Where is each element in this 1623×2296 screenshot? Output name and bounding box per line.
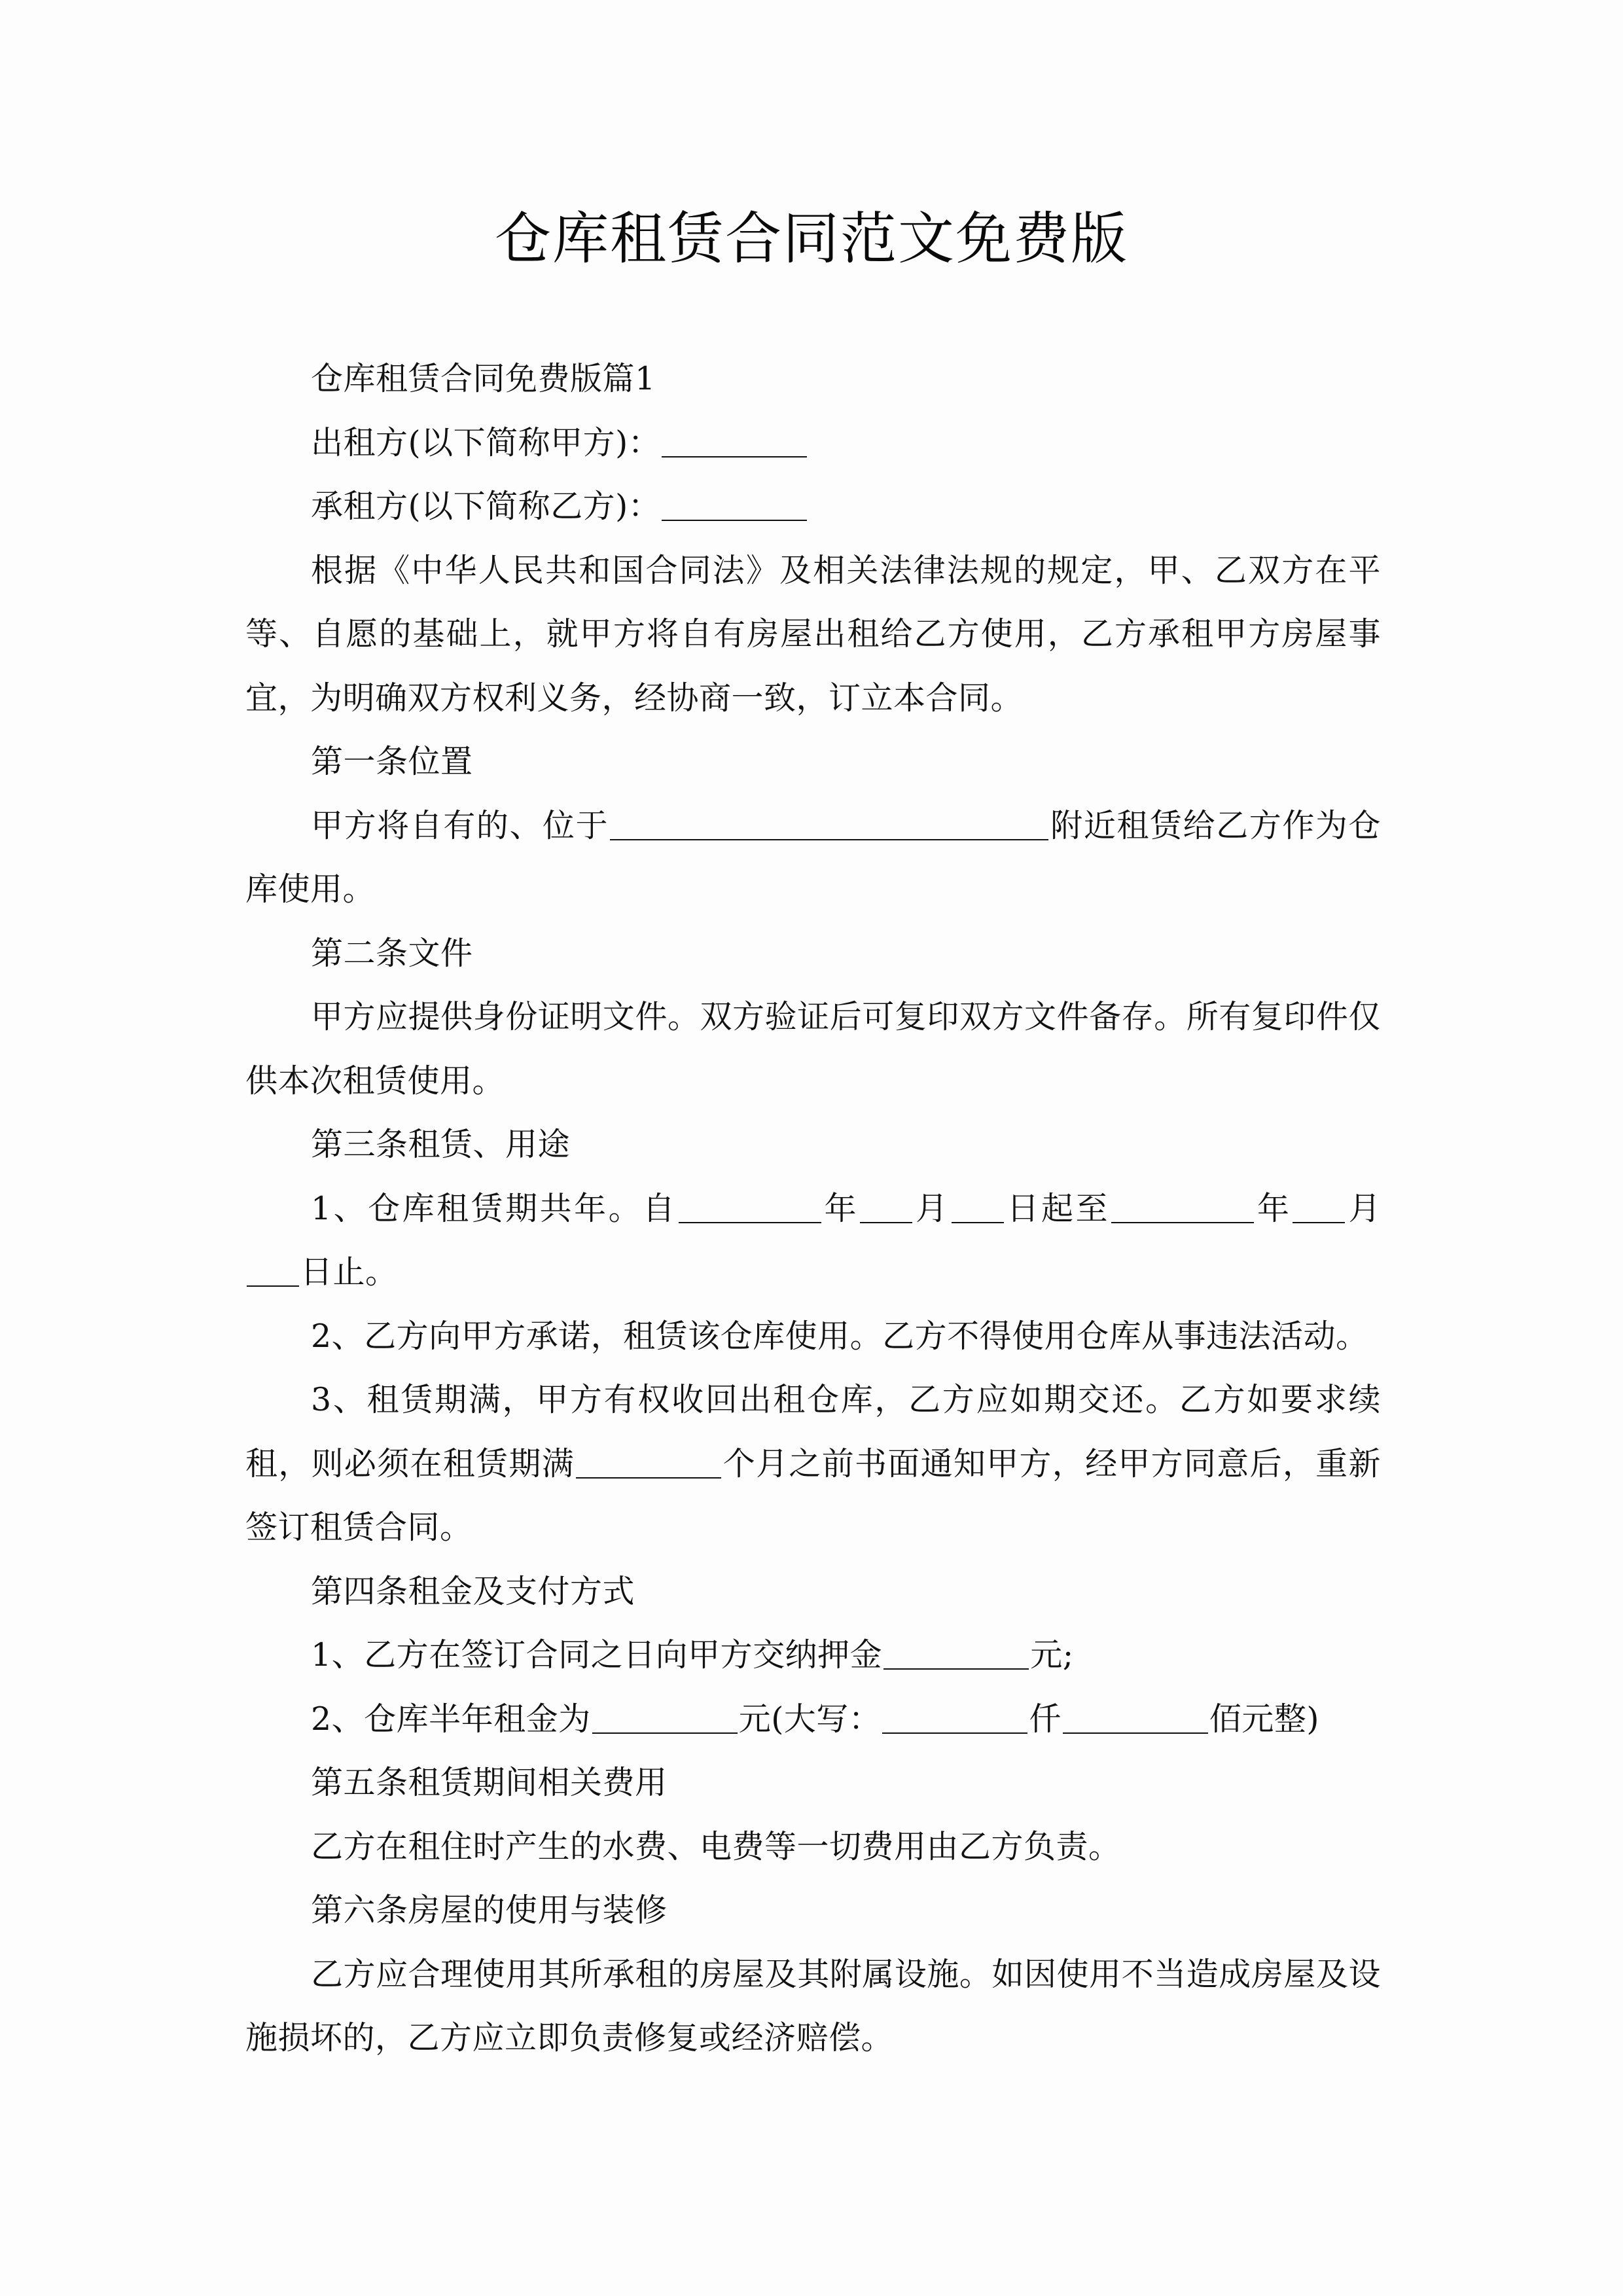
end-month-blank[interactable] (1293, 1221, 1345, 1223)
location-blank[interactable] (610, 838, 1048, 840)
article-4-item-1 (245, 1623, 1381, 1687)
renewal-text-after: 个月之前书面通知甲方，经甲方同意后，重新签订租赁合同。 (245, 1444, 1381, 1546)
hundreds-label: 佰元整) (1209, 1700, 1319, 1738)
party-b-label: 承租方(以下简称乙方)： (311, 488, 661, 525)
article-5-paragraph: 乙方在租住时产生的水费、电费等一切费用由乙方负责。 (311, 1827, 1121, 1865)
year-label: 年 (822, 1189, 859, 1227)
party-a-label: 出租方(以下简称甲方)： (311, 423, 661, 461)
rent-text: 2、仓库半年租金为 (311, 1700, 591, 1738)
year-label: 年 (1255, 1189, 1292, 1227)
start-month-blank[interactable] (860, 1221, 912, 1223)
party-a-line (245, 411, 1381, 475)
thousands-label: 仟 (1029, 1700, 1061, 1738)
article-1-heading: 第一条位置 (311, 743, 473, 780)
end-year-blank[interactable] (1111, 1221, 1254, 1223)
day-from-label: 日起至 (1005, 1189, 1110, 1227)
article-6-paragraph: 乙方应合理使用其所承租的房屋及其附属设施。如因使用不当造成房屋及设施损坏的，乙方应立即负责修复或经济赔偿。 (245, 1955, 1381, 2056)
deposit-unit: 元; (1030, 1636, 1074, 1674)
rent-thousands-blank[interactable] (882, 1732, 1027, 1734)
article-1-text-after: 附近租赁给乙方作为仓库使用。 (245, 806, 1381, 908)
article-1-paragraph (245, 794, 1381, 922)
deposit-text: 1、乙方在签订合同之日向甲方交纳押金 (311, 1636, 883, 1674)
rent-uppercase-label: 元(大写： (738, 1700, 882, 1738)
article-3-item-2: 2、乙方向甲方承诺，租赁该仓库使用。乙方不得使用仓库从事违法活动。 (311, 1317, 1368, 1355)
deposit-blank[interactable] (883, 1668, 1029, 1670)
preamble-paragraph: 根据《中华人民共和国合同法》及相关法律法规的规定，甲、乙双方在平等、自愿的基础上，就甲方将自有房屋出租给乙方使用，乙方承租甲方房屋事宜，为明确双方权利义务，经协商一致，订立本合同。 (245, 551, 1381, 717)
rent-hundreds-blank[interactable] (1063, 1732, 1208, 1734)
document-title: 仓库租赁合同范文免费版 (495, 206, 1128, 272)
notice-months-blank[interactable] (576, 1477, 721, 1479)
party-b-blank[interactable] (662, 519, 807, 521)
article-3-item-3 (245, 1368, 1381, 1560)
article-3-item-1 (245, 1177, 1381, 1304)
day-end-label: 日止。 (300, 1253, 398, 1291)
section-label: 仓库租赁合同免费版篇1 (311, 360, 656, 397)
lease-term-text: 1、仓库租赁期共年。自 (311, 1189, 677, 1227)
end-day-blank[interactable] (247, 1285, 299, 1287)
article-4-heading: 第四条租金及支付方式 (311, 1572, 635, 1610)
article-1-text-before: 甲方将自有的、位于 (311, 806, 609, 844)
month-label: 月 (914, 1189, 950, 1227)
month-label: 月 (1346, 1189, 1381, 1227)
article-5-heading: 第五条租赁期间相关费用 (311, 1764, 668, 1801)
party-b-line (245, 475, 1381, 539)
article-3-heading: 第三条租赁、用途 (311, 1126, 571, 1163)
article-2-heading: 第二条文件 (311, 934, 473, 972)
article-4-item-2 (245, 1687, 1381, 1751)
article-6-heading: 第六条房屋的使用与装修 (311, 1892, 668, 1929)
start-day-blank[interactable] (952, 1221, 1004, 1223)
article-2-paragraph: 甲方应提供身份证明文件。双方验证后可复印双方文件备存。所有复印件仅供本次租赁使用。 (245, 998, 1381, 1100)
start-year-blank[interactable] (679, 1221, 821, 1223)
document-body (245, 347, 1381, 2070)
rent-amount-blank[interactable] (592, 1732, 738, 1734)
party-a-blank[interactable] (662, 456, 807, 457)
renewal-text-before: 3、租赁期满，甲方有权收回出租仓库，乙方应如期交还。乙方如要求续租，则必须在租赁期满 (245, 1381, 1381, 1482)
